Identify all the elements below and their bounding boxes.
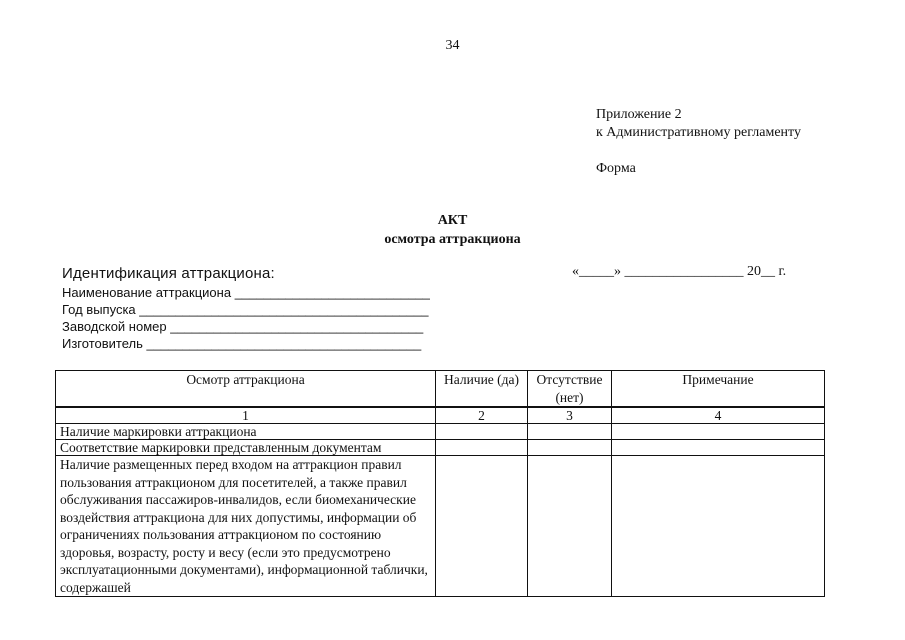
form-label: Форма <box>596 161 636 176</box>
cell-no[interactable] <box>528 440 612 456</box>
column-header: Отсутствие (нет) <box>528 371 612 408</box>
cell-yes[interactable] <box>436 440 528 456</box>
row-label: Соответствие маркировки представленным документам <box>56 440 436 456</box>
title-subline: осмотра аттракциона <box>384 232 521 247</box>
cell-note[interactable] <box>612 440 825 456</box>
column-header: Примечание <box>612 371 825 408</box>
table-row <box>56 424 825 440</box>
column-number: 1 <box>56 407 436 424</box>
column-number: 2 <box>436 407 528 424</box>
table-header-row <box>56 371 825 408</box>
column-number: 3 <box>528 407 612 424</box>
cell-yes[interactable] <box>436 456 528 597</box>
row-label: Наличие размещенных перед входом на аттракцион правил пользования аттракционом для посетителей, а также правил обслуживания пассажиров-инвалидов, если биомеханические воздействия аттракциона для них допустимы, информации об ограничениях пользования аттракционом по состоянию здоровья, возрасту, росту и весу (если это предусмотрено эксплуатационными документами), информационной таблички, содержашей <box>56 456 436 597</box>
table-row <box>56 456 825 597</box>
table-row <box>56 440 825 456</box>
cell-no[interactable] <box>528 456 612 597</box>
field-manufacturer[interactable]: Изготовитель ______________________________________ <box>62 336 422 351</box>
appendix-line: к Административному регламенту <box>596 125 801 140</box>
page-number: 34 <box>445 38 460 53</box>
cell-note[interactable] <box>612 456 825 597</box>
cell-yes[interactable] <box>436 424 528 440</box>
date-field[interactable]: «_____» _________________ 20__ г. <box>572 264 787 279</box>
field-name[interactable]: Наименование аттракциона ___________________________ <box>62 285 430 300</box>
column-number-row <box>56 407 825 424</box>
field-year[interactable]: Год выпуска ________________________________________ <box>62 302 429 317</box>
field-serial[interactable]: Заводской номер ___________________________________ <box>62 319 424 334</box>
document-title <box>0 211 905 249</box>
column-header: Наличие (да) <box>436 371 528 408</box>
cell-note[interactable] <box>612 424 825 440</box>
row-label: Наличие маркировки аттракциона <box>56 424 436 440</box>
inspection-table <box>55 370 825 597</box>
title-line: АКТ <box>437 213 468 228</box>
column-number: 4 <box>612 407 825 424</box>
appendix-note <box>596 106 801 178</box>
identification-heading: Идентификация аттракциона: <box>62 265 275 282</box>
appendix-line: Приложение 2 <box>596 107 682 122</box>
column-header: Осмотр аттракциона <box>56 371 436 408</box>
cell-no[interactable] <box>528 424 612 440</box>
